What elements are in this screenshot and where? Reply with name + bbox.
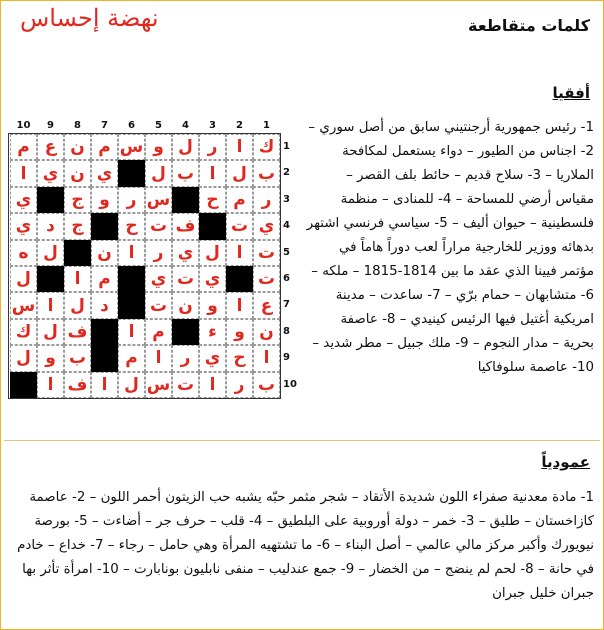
column-number: 1 xyxy=(263,120,270,131)
row-number: 9 xyxy=(283,352,290,364)
grid-cell: ا xyxy=(226,292,253,318)
grid-cell: م xyxy=(226,187,253,213)
grid-cell: ا xyxy=(226,240,253,266)
grid-cell: ي xyxy=(145,266,172,292)
grid-cell: ن xyxy=(172,292,199,318)
grid-cell: ج xyxy=(64,187,91,213)
grid-cell: و xyxy=(226,319,253,345)
grid-cell: ت xyxy=(172,266,199,292)
column-number: 9 xyxy=(47,120,54,131)
grid-cell: ت xyxy=(253,240,280,266)
column-number: 4 xyxy=(182,120,189,131)
grid-cell: ي xyxy=(10,187,37,213)
black-cell xyxy=(118,266,145,292)
grid-cell: ر xyxy=(226,372,253,398)
grid-cell: ي xyxy=(10,213,37,239)
grid-cell: ا xyxy=(253,345,280,371)
grid-cell: ف xyxy=(64,372,91,398)
grid-cell: ت xyxy=(172,372,199,398)
grid-cell: ا xyxy=(37,372,64,398)
grid-cell: ب xyxy=(64,345,91,371)
crossword-grid xyxy=(8,133,281,399)
grid-cell: ل xyxy=(118,372,145,398)
grid-cell: ب xyxy=(253,372,280,398)
grid-cell: ر xyxy=(118,187,145,213)
section-divider xyxy=(4,440,600,441)
column-number: 3 xyxy=(209,120,216,131)
black-cell xyxy=(172,319,199,345)
grid-cell: ر xyxy=(253,187,280,213)
grid-cell: ي xyxy=(91,160,118,186)
grid-cell: و xyxy=(91,187,118,213)
page-title: كلمات متقاطعة xyxy=(468,16,590,35)
grid-cell: ر xyxy=(199,134,226,160)
grid-cell: ي xyxy=(199,345,226,371)
row-number: 8 xyxy=(283,325,290,337)
across-clues: 1- رئيس جمهورية أرجنتيني سابق من أصل سوري – 2- اجناس من الطيور – دواء يستعمل لمكافحة الملاريا – 3- سلاح قديم – حائط بلف القصر – مقياس أرضي للمساحة – 4- للمنادى – منظمة فلسطينية – حيوان أليف – 5- سياسي فرنسي اشتهر بدهائه ووزير للخارجية مراراً لعب دوراً هاماً في مؤتمر فيينا الذي عقد ما بين 1814-1815 – ملكه – 6- متشابهان – حمام برّي – 7- ساعدت – مدينة امريكية أغتيل فيها الرئيس كينيدي – 8- عاصفة بحرية – مدار النجوم – 9- ملك جبيل – مطر شديد – 10- عاصمة سلوفاكيا xyxy=(306,120,594,375)
black-cell xyxy=(37,187,64,213)
grid-cell: ل xyxy=(145,160,172,186)
grid-cell: ا xyxy=(199,160,226,186)
grid-cell: ك xyxy=(253,134,280,160)
grid-cell: ن xyxy=(91,240,118,266)
black-cell xyxy=(118,160,145,186)
grid-cell: س xyxy=(145,187,172,213)
grid-cell: م xyxy=(118,345,145,371)
grid-cell: ت xyxy=(145,213,172,239)
grid-cell: س xyxy=(118,134,145,160)
column-number: 8 xyxy=(74,120,81,131)
grid-cell: ي xyxy=(172,240,199,266)
row-number: 7 xyxy=(283,299,290,311)
black-cell xyxy=(64,240,91,266)
grid-cell: د xyxy=(37,213,64,239)
grid-cell: ي xyxy=(253,213,280,239)
grid-cell: و xyxy=(37,345,64,371)
grid-cell: و xyxy=(145,134,172,160)
black-cell xyxy=(91,213,118,239)
grid-cell: ت xyxy=(226,213,253,239)
grid-cell: ر xyxy=(145,240,172,266)
grid-cell: ء xyxy=(199,319,226,345)
row-number: 4 xyxy=(283,220,290,232)
grid-cell: ن xyxy=(64,134,91,160)
grid-cell: ت xyxy=(145,292,172,318)
column-number: 7 xyxy=(101,120,108,131)
column-number: 10 xyxy=(16,120,31,131)
black-cell xyxy=(172,187,199,213)
grid-cell: ن xyxy=(64,160,91,186)
grid-cell: ل xyxy=(37,240,64,266)
grid-cell: ل xyxy=(10,266,37,292)
grid-cell: ل xyxy=(37,319,64,345)
grid-cell: ه xyxy=(10,240,37,266)
grid-cell: ا xyxy=(91,372,118,398)
black-cell xyxy=(37,266,64,292)
black-cell xyxy=(91,319,118,345)
column-numbers xyxy=(10,120,280,134)
column-number: 6 xyxy=(128,120,135,131)
brand-title: نهضة إحساس xyxy=(20,4,159,32)
grid-cell: س xyxy=(10,292,37,318)
grid-cell: م xyxy=(145,319,172,345)
grid-cell: ع xyxy=(253,292,280,318)
grid-cell: ح xyxy=(226,345,253,371)
grid-cell: ل xyxy=(10,345,37,371)
black-cell xyxy=(91,345,118,371)
row-number: 6 xyxy=(283,273,290,284)
grid-cell: و xyxy=(199,292,226,318)
row-number: 1 xyxy=(283,141,290,152)
down-heading: عمودياً xyxy=(541,453,590,471)
black-cell xyxy=(10,372,37,398)
grid-cell: ا xyxy=(199,372,226,398)
column-number: 2 xyxy=(236,120,243,131)
grid-cell: ا xyxy=(118,240,145,266)
black-cell xyxy=(118,292,145,318)
grid-cell: د xyxy=(91,292,118,318)
grid-cell: س xyxy=(145,372,172,398)
row-number: 2 xyxy=(283,167,290,179)
grid-cell: ك xyxy=(10,319,37,345)
grid-cell: ل xyxy=(172,134,199,160)
row-number: 10 xyxy=(283,378,297,390)
grid-cell: ا xyxy=(10,160,37,186)
grid-cell: ي xyxy=(37,160,64,186)
grid-cell: ل xyxy=(199,240,226,266)
grid-cell: ل xyxy=(226,160,253,186)
column-number: 5 xyxy=(155,120,162,131)
grid-cell: ف xyxy=(64,319,91,345)
grid-cell: ب xyxy=(253,160,280,186)
grid-cell: ا xyxy=(145,345,172,371)
grid-cell: ح xyxy=(199,187,226,213)
grid-cell: ف xyxy=(172,213,199,239)
grid-cell: ت xyxy=(253,266,280,292)
black-cell xyxy=(226,266,253,292)
grid-cell: ح xyxy=(118,213,145,239)
grid-cell: ا xyxy=(118,319,145,345)
grid-cell: ر xyxy=(172,345,199,371)
row-numbers xyxy=(281,134,295,398)
row-number: 3 xyxy=(283,193,290,205)
black-cell xyxy=(199,213,226,239)
grid-cell: م xyxy=(91,266,118,292)
across-heading: أفقيا xyxy=(552,84,590,102)
grid-cell: ا xyxy=(226,134,253,160)
grid-cell: ا xyxy=(37,292,64,318)
grid-cell: ا xyxy=(64,266,91,292)
grid-cell: ع xyxy=(37,134,64,160)
grid-cell: ب xyxy=(172,160,199,186)
grid-cell: م xyxy=(10,134,37,160)
grid-cell: م xyxy=(91,134,118,160)
grid-cell: ل xyxy=(64,292,91,318)
grid-cell: ن xyxy=(253,319,280,345)
down-clues: 1- مادة معدنية صفراء اللون شديدة الأتقاد – شجر مثمر حبّه يشبه حب الزيتون أحمر اللون – 2- عاصمة كازاخستان – طليق – 3- خمر – دولة أوروبية على البلطيق – 4- قلب – حرف جر – أضاءت – 5- بورصة نيويورك وأكبر مركز مالي عالمي – أصل البناء – 6- ما تشتهيه المرأة وهي حامل – رجاء – 7- خداع – خادم في حانة – 8- لحم لم ينضج – من الخضار – 9- جمع عندليب – منفى نابليون بونابارت – 10- امرأة تأثر بها جبران خليل جبران xyxy=(17,490,594,601)
grid-cell: ج xyxy=(64,213,91,239)
grid-cell: ي xyxy=(199,266,226,292)
row-number: 5 xyxy=(283,246,290,258)
